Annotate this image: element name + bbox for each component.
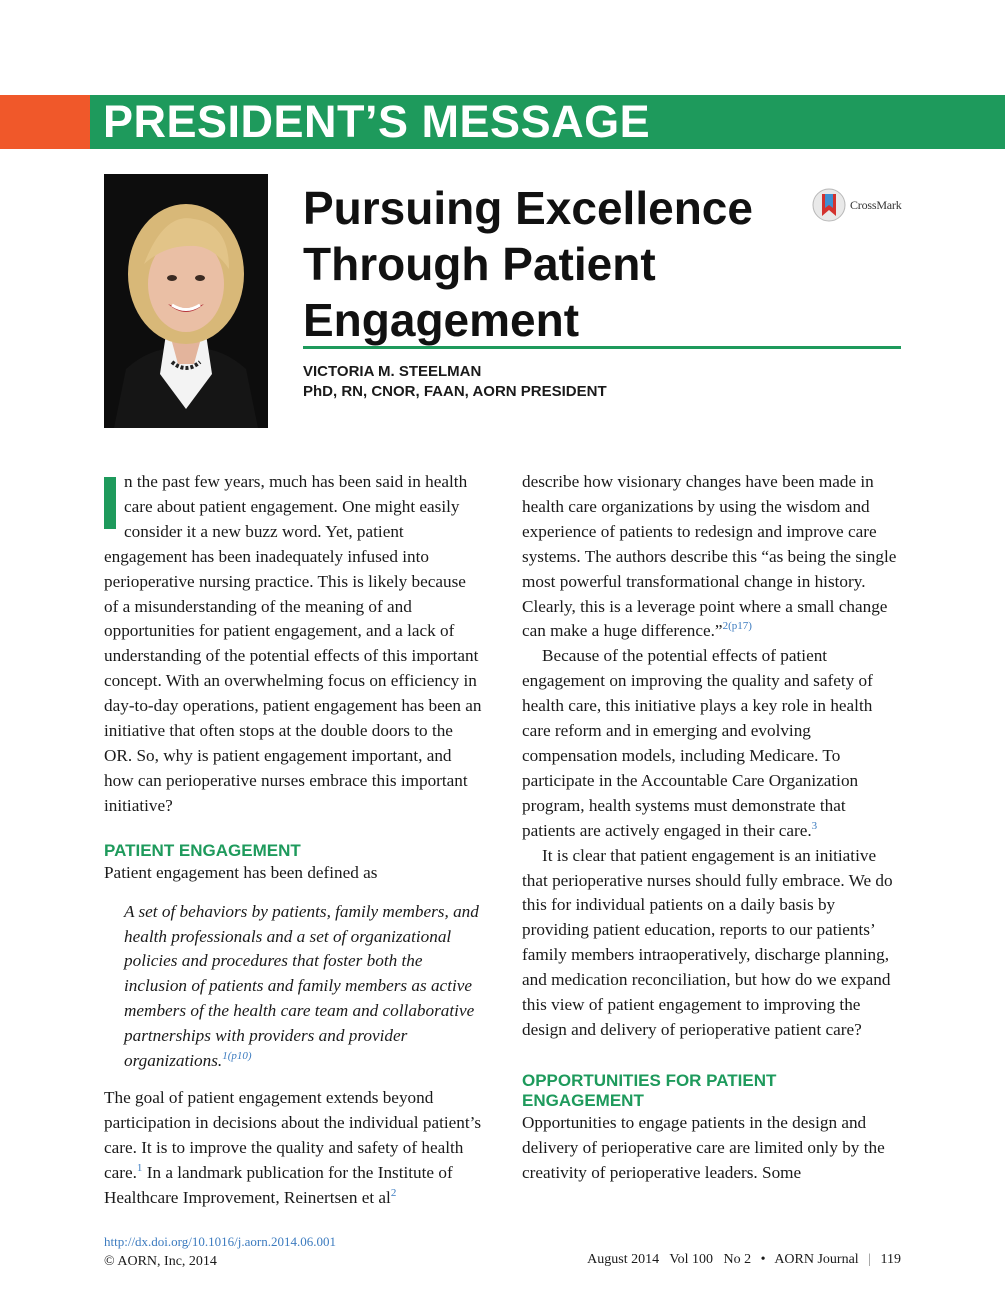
goal-reference-1[interactable]: 1 xyxy=(136,1161,143,1174)
intro-text: n the past few years, much has been said in health care about patient engagement. One might easily consider it a new buzz word. Yet, patient engagement has been inadequately infused into perioperative nursing practice. This is likely because of a misunderstanding of the meaning of and opportunities for patient engagement, and a lack of understanding of the potential effects of this important concept. With an overwhelming focus on efficiency in day-to-day operations, patient engagement has been an initiative that often stops at the double doors to the OR. So, why is patient engagement important, and how can perioperative nurses embrace this important initiative? xyxy=(104,472,482,815)
paragraph-2-text: Because of the potential effects of patient engagement on improving the quality and safety of health care, this initiative plays a key role in health care reform and in emerging and evolving compensation models, including Medicare. To participate in the Accountable Care Organization program, health systems must demonstrate that patients are actively engaged in their care. xyxy=(522,646,873,840)
section-title: PRESIDENT’S MESSAGE xyxy=(103,96,651,147)
heading-patient-engagement: PATIENT ENGAGEMENT xyxy=(104,840,301,860)
intro-paragraph xyxy=(104,470,484,819)
doi-link[interactable]: http://dx.doi.org/10.1016/j.aorn.2014.06.001 xyxy=(104,1234,336,1249)
quote-reference[interactable]: 1(p10) xyxy=(222,1050,252,1063)
heading-opportunities: OPPORTUNITIES FOR PATIENT ENGAGEMENT xyxy=(522,1070,777,1110)
crossmark-icon xyxy=(812,188,846,222)
author-photo xyxy=(104,174,268,428)
title-divider xyxy=(303,346,901,349)
footer-divider: | xyxy=(868,1252,872,1267)
left-column xyxy=(104,470,484,1210)
journal-name: AORN Journal xyxy=(774,1252,859,1267)
quote-text: A set of behaviors by patients, family members, and health professionals and a set of organizational policies and procedures that foster both the inclusion of patients and family members as active members of the health care team and collaborative partnerships with providers and provider organizations. xyxy=(124,901,479,1071)
paragraph-4: Opportunities to engage patients in the design and delivery of perioperative care are limited only by the creativity of perioperative leaders. Some xyxy=(522,1112,885,1182)
crossmark-badge[interactable] xyxy=(812,188,902,222)
drop-cap xyxy=(104,477,116,529)
crossmark-label: CrossMark xyxy=(850,197,902,212)
definition-lead: Patient engagement has been defined as xyxy=(104,862,378,882)
paragraph-1-reference[interactable]: 2(p17) xyxy=(722,620,752,633)
article-title: Pursuing Excellence Through Patient Engagement xyxy=(303,182,753,346)
goal-reference-2[interactable]: 2 xyxy=(390,1186,397,1199)
footer-bullet: • xyxy=(760,1252,766,1267)
footer-right xyxy=(587,1250,901,1270)
section-banner xyxy=(0,95,1005,149)
author-name: VICTORIA M. STEELMAN xyxy=(303,363,482,380)
banner-accent xyxy=(0,95,90,149)
right-column xyxy=(522,470,902,1186)
author-credentials: PhD, RN, CNOR, FAAN, AORN PRESIDENT xyxy=(303,383,607,400)
footer-left xyxy=(104,1232,336,1272)
paragraph-3: It is clear that patient engagement is an initiative that perioperative nurses should fully embrace. We do this for individual patients on a daily basis by providing patient education, reports to our patients’ family members intraoperatively, discharge planning, and medication reconciliation, but how do we expand this view of patient engagement to improving the design and delivery of perioperative patient care? xyxy=(522,845,893,1039)
issue-info: August 2014 Vol 100 No 2 xyxy=(587,1252,752,1267)
definition-quote xyxy=(104,900,484,1074)
paragraph-1-text: describe how visionary changes have been made in health care organizations by using the wisdom and experience of patients to redesign and improve care systems. The authors describe this “as being the single most powerful transformational change in history. Clearly, this is a leverage point where a small change can make a huge difference.” xyxy=(522,472,897,641)
paragraph-2-reference[interactable]: 3 xyxy=(811,819,818,832)
author-byline xyxy=(303,362,607,402)
goal-paragraph xyxy=(104,1086,484,1211)
paragraph-2 xyxy=(522,644,902,843)
copyright: © AORN, Inc, 2014 xyxy=(104,1254,217,1269)
paragraph-1 xyxy=(522,470,902,644)
goal-text-2: In a landmark publication for the Institute of Healthcare Improvement, Reinertsen et al xyxy=(104,1162,453,1207)
goal-text-1: The goal of patient engagement extends beyond participation in decisions about the individual patient’s care. It is to improve the quality and safety of health care. xyxy=(104,1087,482,1182)
page-number: 119 xyxy=(880,1252,901,1267)
